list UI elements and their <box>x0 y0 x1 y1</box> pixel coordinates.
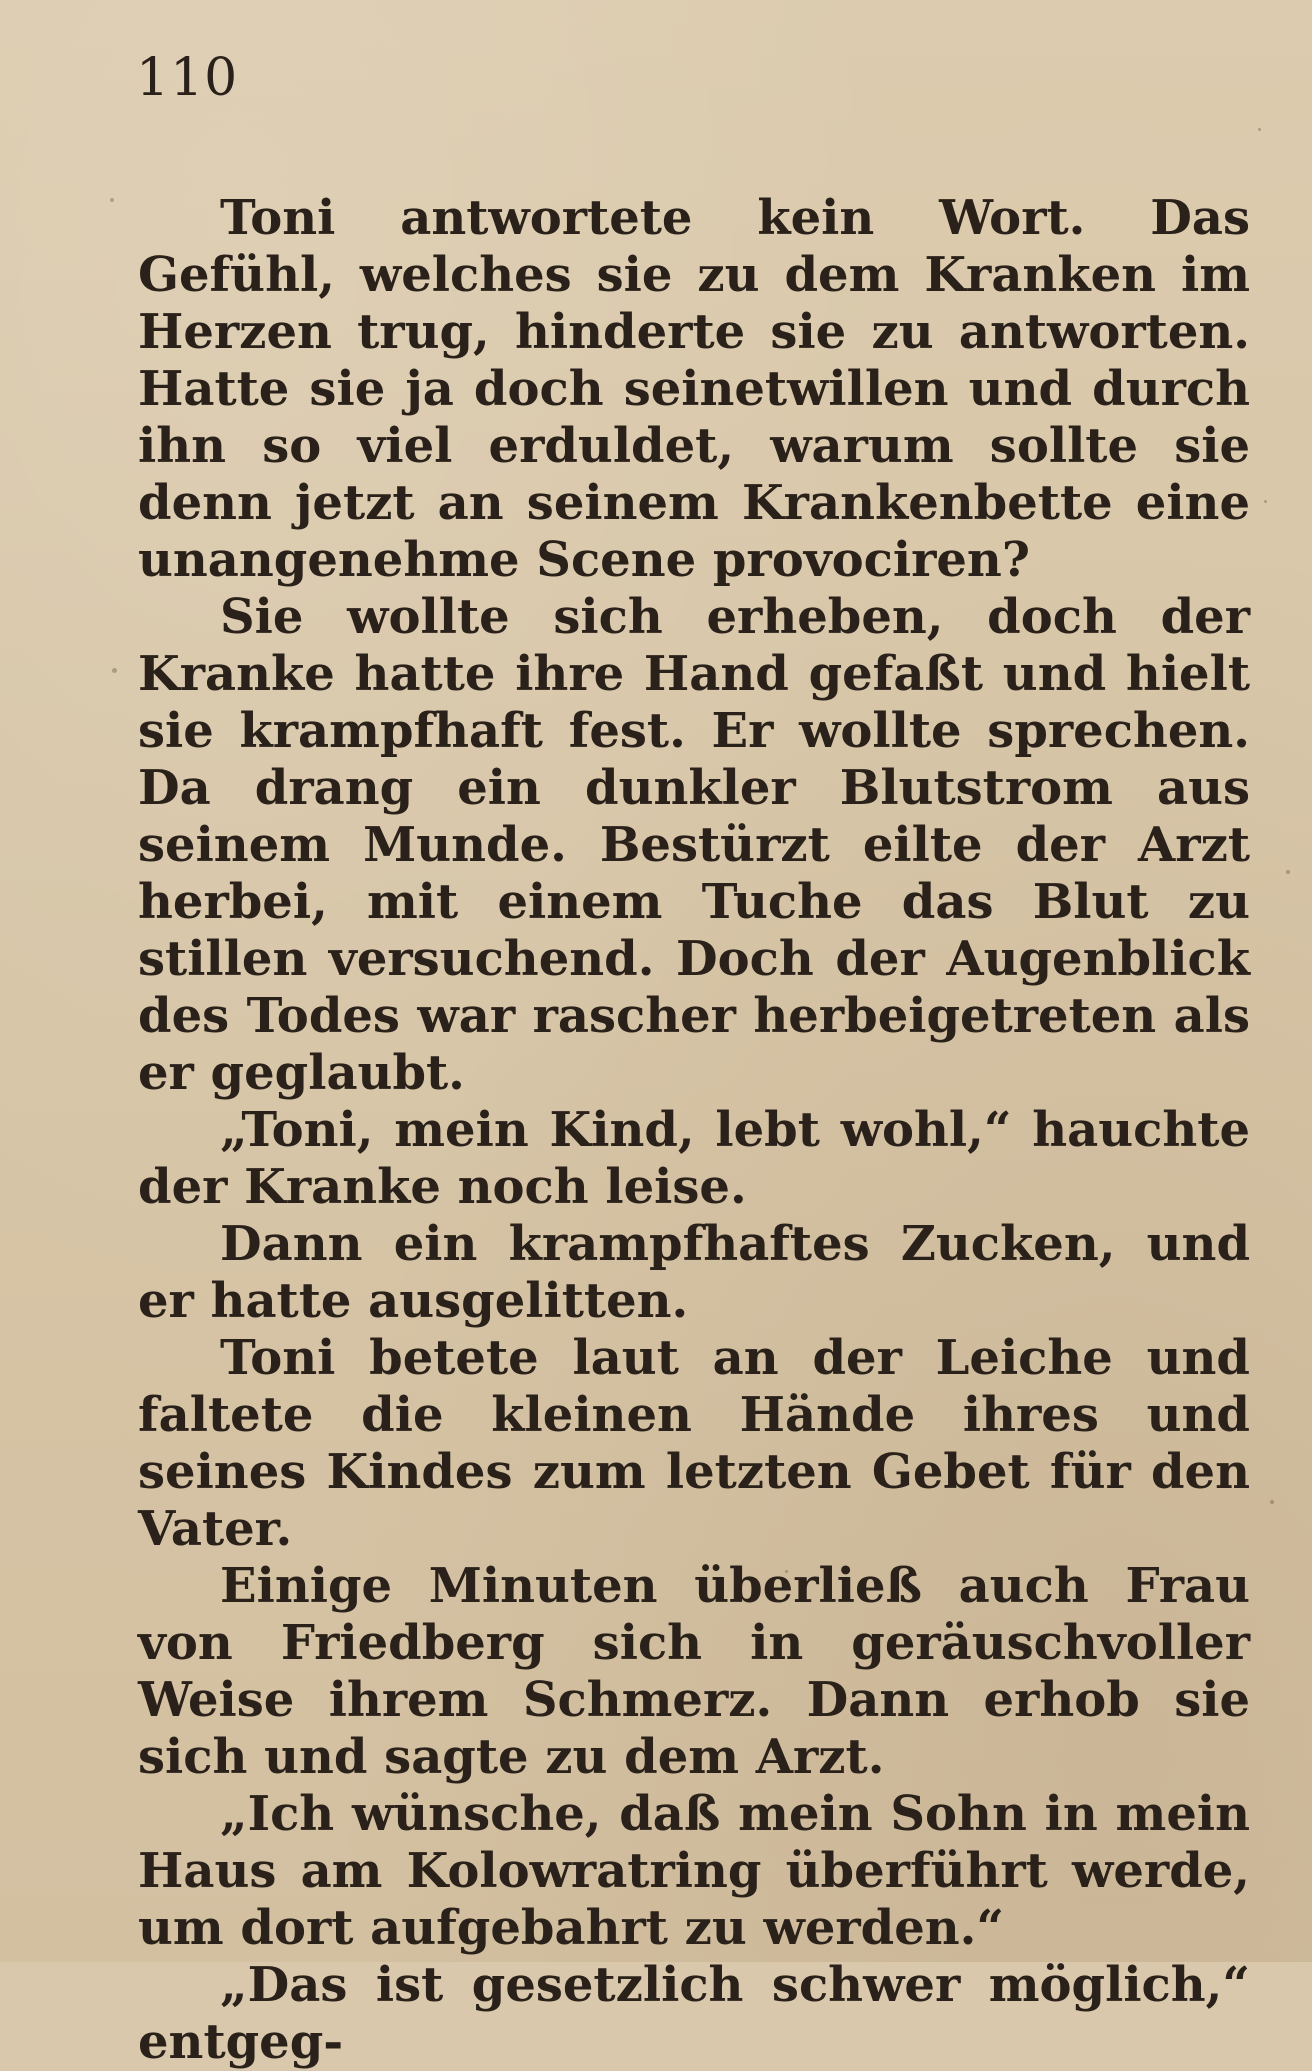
page-number: 110 <box>136 48 239 108</box>
paper-speck <box>1270 1500 1274 1504</box>
body-text <box>138 190 1250 2071</box>
paper-speck <box>1264 500 1267 503</box>
paper-speck <box>110 198 114 202</box>
paragraph: Dann ein krampfhaftes Zucken, und er hatte ausgelitten. <box>138 1216 1250 1329</box>
paragraph: Toni betete laut an der Leiche und faltete die kleinen Hände ihres und seines Kindes zum letzten Gebet für den Vater. <box>138 1330 1250 1557</box>
paragraph: Toni antwortete kein Wort. Das Gefühl, welches sie zu dem Kranken im Herzen trug, hinderte sie zu antworten. Hatte sie ja doch seinetwillen und durch ihn so viel erduldet, warum sollte sie denn jetzt an seinem Krankenbette eine unangenehme Scene provociren? <box>138 190 1250 588</box>
paragraph: „Toni, mein Kind, lebt wohl,“ hauchte der Kranke noch leise. <box>138 1102 1250 1215</box>
paper-speck <box>112 668 117 673</box>
paper-speck <box>1286 870 1290 874</box>
paragraph: Sie wollte sich erheben, doch der Kranke hatte ihre Hand gefaßt und hielt sie krampfhaft fest. Er wollte sprechen. Da drang ein dunkler Blutstrom aus seinem Munde. Bestürzt eilte der Arzt herbei, mit einem Tuche das Blut zu stillen versuchend. Doch der Augenblick des Todes war rascher herbeigetreten als er geglaubt. <box>138 589 1250 1101</box>
paragraph: „Das ist gesetzlich schwer möglich,“ entgeg- <box>138 1957 1250 2070</box>
paragraph: Einige Minuten überließ auch Frau von Friedberg sich in geräuschvoller Weise ihrem Schmerz. Dann erhob sie sich und sagte zu dem Arzt. <box>138 1558 1250 1785</box>
paper-speck <box>1258 128 1261 131</box>
paragraph: „Ich wünsche, daß mein Sohn in mein Haus am Kolowratring überführt werde, um dort aufgebahrt zu werden.“ <box>138 1786 1250 1956</box>
